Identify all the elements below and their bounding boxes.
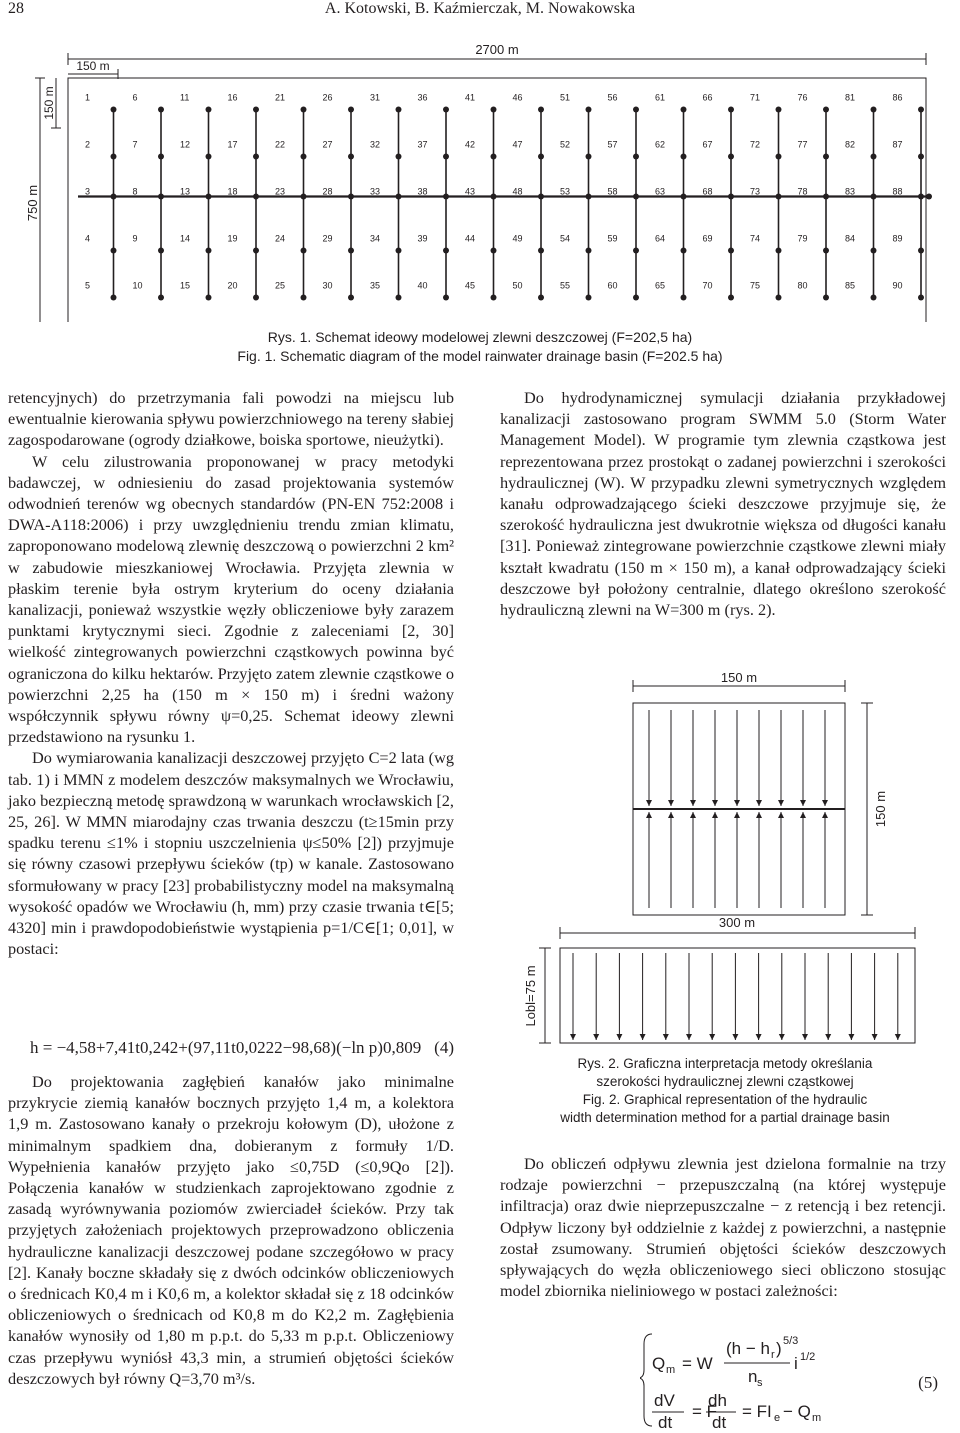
sewer-node <box>396 107 402 113</box>
subcatchment-label: 75 <box>750 280 761 291</box>
subcatchment-label: 61 <box>655 92 666 103</box>
equation-4 <box>30 1038 454 1058</box>
sewer-node <box>776 295 782 301</box>
svg-text:dt: dt <box>658 1413 673 1430</box>
subcatchment-label: 49 <box>512 233 523 244</box>
subcatchment-label: 65 <box>655 280 666 291</box>
sewer-node <box>396 248 402 254</box>
svg-text:dV: dV <box>654 1391 675 1410</box>
svg-text:Q: Q <box>652 1354 666 1373</box>
svg-text:5/3: 5/3 <box>783 1335 799 1347</box>
sewer-node <box>538 107 544 113</box>
sewer-node <box>158 248 164 254</box>
subcatchment-label: 71 <box>750 92 761 103</box>
sewer-node <box>253 194 259 200</box>
sewer-node <box>776 154 782 160</box>
sewer-node <box>728 295 734 301</box>
subcatchment-label: 56 <box>607 92 618 103</box>
sewer-node <box>301 194 307 200</box>
svg-text:e: e <box>774 1412 781 1424</box>
subcatchment-label: 51 <box>560 92 571 103</box>
outlet-node <box>926 194 932 200</box>
subcatchment-label: 81 <box>845 92 856 103</box>
flow-arrow-head <box>593 1034 599 1040</box>
sewer-node <box>111 194 117 200</box>
sewer-node <box>728 194 734 200</box>
flow-arrow-head <box>872 1034 878 1040</box>
flow-arrow-head <box>822 812 828 818</box>
flow-arrow-head <box>848 1034 854 1040</box>
sewer-node <box>681 248 687 254</box>
flow-arrow-head <box>734 800 740 806</box>
subcatchment-label: 38 <box>417 186 428 197</box>
sewer-node <box>396 154 402 160</box>
subcatchment-label: 4 <box>85 233 91 244</box>
subcatchment-label: 27 <box>322 139 333 150</box>
subcatchment-label: 2 <box>85 139 91 150</box>
sewer-node <box>633 295 639 301</box>
sewer-node <box>918 248 924 254</box>
page-number: 28 <box>8 0 24 17</box>
sewer-node <box>633 107 639 113</box>
sewer-node <box>301 154 307 160</box>
svg-text:i: i <box>794 1354 798 1373</box>
sewer-node <box>396 295 402 301</box>
fig1-total-width: 2700 m <box>475 42 519 57</box>
right-paragraph-2: Do obliczeń odpływu zlewnia jest dzielona formalnie na trzy rodzaje powierzchni − przepuszczalną (na której występuje infiltracja) oraz dwie nieprzepuszczalne − z retencją i bez retencji. Odpływ liczony był oddzielnie z każdej z powierzchni, a następnie został zsumowany. Strumień objętości ścieków deszczowych spływających do węzła obliczeniowego sieci obliczono stosując model zbiornika nieliniowego w postaci zależności: <box>500 1154 946 1301</box>
subcatchment-label: 10 <box>132 280 143 291</box>
fig2-top-dim: 150 m <box>720 670 758 685</box>
flow-arrow-head <box>686 1034 692 1040</box>
subcatchment-label: 52 <box>560 139 571 150</box>
subcatchment-label: 80 <box>797 280 808 291</box>
sewer-node <box>348 154 354 160</box>
sewer-node <box>111 295 117 301</box>
subcatchment-label: 57 <box>607 139 618 150</box>
subcatchment-label: 48 <box>512 186 523 197</box>
subcatchment-label: 16 <box>227 92 238 103</box>
subcatchment-label: 15 <box>180 280 191 291</box>
svg-text:s: s <box>757 1377 763 1389</box>
subcatchment-label: 11 <box>180 92 190 103</box>
subcatchment-label: 9 <box>132 233 138 244</box>
subcatchment-label: 14 <box>180 233 191 244</box>
left-paragraph-1: retencyjnych) do przetrzymania fali powodzi na miejscu lub ewentualnie kierowania spływu powierzchniowego na tereny słabiej zagospodarowane (ogrody działkowe, boiska sportowe, nieużytki). <box>8 388 454 450</box>
sewer-node <box>918 295 924 301</box>
subcatchment-label: 82 <box>845 139 856 150</box>
subcatchment-label: 69 <box>702 233 713 244</box>
subcatchment-label: 50 <box>512 280 523 291</box>
sewer-node <box>443 154 449 160</box>
subcatchment-label: 23 <box>275 186 286 197</box>
sewer-node <box>918 107 924 113</box>
subcatchment-label: 63 <box>655 186 666 197</box>
flow-arrow-head <box>778 812 784 818</box>
sewer-node <box>491 154 497 160</box>
fig2-lobl-dim: Lobl=75 m <box>523 965 538 1027</box>
sewer-node <box>823 248 829 254</box>
sewer-node <box>586 248 592 254</box>
sewer-node <box>491 194 497 200</box>
subcatchment-label: 70 <box>702 280 713 291</box>
sewer-node <box>871 154 877 160</box>
flow-arrow-head <box>800 812 806 818</box>
svg-text:1/2: 1/2 <box>800 1351 816 1363</box>
subcatchment-label: 34 <box>370 233 381 244</box>
subcatchment-label: 17 <box>227 139 238 150</box>
svg-text:r: r <box>771 1349 775 1361</box>
flow-arrow-head <box>646 812 652 818</box>
subcatchment-label: 55 <box>560 280 571 291</box>
sewer-node <box>633 248 639 254</box>
subcatchment-label: 6 <box>132 92 138 103</box>
subcatchment-label: 19 <box>227 233 238 244</box>
subcatchment-label: 28 <box>322 186 333 197</box>
sewer-node <box>871 194 877 200</box>
subcatchment-label: 44 <box>465 233 476 244</box>
subcatchment-label: 60 <box>607 280 618 291</box>
sewer-node <box>823 295 829 301</box>
sewer-node <box>823 154 829 160</box>
sewer-node <box>206 107 212 113</box>
equation-4-body: h = −4,58+7,41t0,242+(97,11t0,0222−98,68)(−ln p)0,809 <box>30 1038 422 1057</box>
sewer-node <box>253 107 259 113</box>
svg-text:− Q: − Q <box>783 1402 811 1421</box>
running-header <box>8 0 952 22</box>
sewer-node <box>301 248 307 254</box>
svg-text:dt: dt <box>712 1413 727 1430</box>
subcatchment-label: 67 <box>702 139 713 150</box>
svg-text:= W: = W <box>682 1354 713 1373</box>
subcatchment-label: 5 <box>85 280 91 291</box>
subcatchment-label: 37 <box>417 139 428 150</box>
subcatchment-label: 33 <box>370 186 381 197</box>
sewer-node <box>538 295 544 301</box>
sewer-node <box>206 154 212 160</box>
left-paragraph-3: Do wymiarowania kanalizacji deszczowej przyjęto C=2 lata (wg tab. 1) i MMN z modelem deszczów maksymalnych we Wrocławiu, jako bezpieczną metodę sprawdzoną w warunkach wrocławskich [2, 25, 26]. W MMN miarodajny czas trwania deszczu (t≥15min przy spadku terenu ≤1% i stopniu uszczelnienia ψ≤50% [2]) przyjmuje się równy czasowi przepływu ścieków (tp) w kanale. Zastosowano sformułowany w pracy [23] probabilistyczny model na maksymalną wysokość opadów we Wrocławiu (h, mm) przy czasie trwania t∈[5; 4320] min i prawdopodobieństwie wystąpienia p=1/C∈[1; 0,01], w postaci: <box>8 748 454 959</box>
sewer-node <box>871 248 877 254</box>
subcatchment-label: 40 <box>417 280 428 291</box>
figure-2-hydraulic-width <box>515 668 925 1053</box>
subcatchment-label: 77 <box>797 139 808 150</box>
subcatchment-label: 20 <box>227 280 238 291</box>
figure-2-caption <box>500 1055 950 1127</box>
fig1-total-height: 750 m <box>25 184 40 222</box>
subcatchment-label: 64 <box>655 233 666 244</box>
left-column <box>8 387 454 959</box>
sewer-node <box>633 194 639 200</box>
sewer-node <box>728 154 734 160</box>
subcatchment-label: 18 <box>227 186 238 197</box>
sewer-node <box>158 295 164 301</box>
subcatchment-label: 25 <box>275 280 286 291</box>
sewer-node <box>348 295 354 301</box>
sewer-node <box>206 194 212 200</box>
subcatchment-label: 36 <box>417 92 428 103</box>
sewer-node <box>586 154 592 160</box>
equation-5-number: (5) <box>918 1373 938 1392</box>
svg-text:= FI: = FI <box>742 1402 772 1421</box>
fig1-cell-height: 150 m <box>42 86 56 120</box>
sewer-node <box>871 107 877 113</box>
subcatchment-label: 39 <box>417 233 428 244</box>
flow-arrow-head <box>732 1034 738 1040</box>
sewer-node <box>586 295 592 301</box>
subcatchment-label: 30 <box>322 280 333 291</box>
sewer-node <box>681 107 687 113</box>
sewer-node <box>158 154 164 160</box>
svg-text:dh: dh <box>708 1391 727 1410</box>
sewer-node <box>206 248 212 254</box>
subcatchment-label: 54 <box>560 233 571 244</box>
left-paragraph-4: Do projektowania zagłębień kanałów jako minimalne przykrycie ziemią kanałów bocznych przyjęto 1,4 m, a kolektora 1,9 m. Zastosowano kanały o przekroju kołowym (D), ułożone z minimalnym spadkiem dna, dobieranym z formuły 1/D. Wypełnienia kanałów przyjęto jako ≤0,75D (≤0,9Qo [2]). Połączenia kanałów w studzienkach zaprojektowano zgodnie z zasadą wyrównywania poziomów zwierciadeł ścieków. Przy tak przyjętych założeniach projektowych przeprowadzono obliczenia hydrauliczne kanalizacji deszczowej podane szczegółowo w pracy [2]. Kanały boczne składały się z dwóch odcinków obliczeniowych o średnicach K0,4 m i K0,6 m, a kolektor składał się z 18 odcinków obliczeniowych o średnicach od K0,8 m do K2,2 m. Zagłębienia kanałów wynosiły od 1,80 m p.p.t. do 5,33 m p.p.t. Obliczeniowy czas przepływu wyniósł 43,3 min, a strumień objętości ścieków deszczowych był równy Q=3,70 m³/s. <box>8 1072 454 1388</box>
flow-arrow-head <box>712 800 718 806</box>
flow-arrow-head <box>709 1034 715 1040</box>
right-paragraph-1: Do hydrodynamicznej symulacji działania przykładowej kanalizacji zastosowano program SWMM 5.0 (Storm Water Management Model). W programie tym zlewnia cząstkowa jest reprezentowana przez prostokąt o zadanej powierzchni i szerokości hydraulicznej (W). W przypadku zlewni symetrycznych względem kanału odprowadzającego ścieki deszczowe przyjmuje się, że szerokość hydrauliczna jest dwukrotnie większa od długości kanału [31]. Ponieważ zintegrowane powierzchnie cząstkowe zlewni miały kształt kwadratu (150 m × 150 m), a kanał odprowadzający ścieki deszczowe był położony centralnie, dlatego określono szerokość hydrauliczną zlewni na W=300 m (rys. 2). <box>500 388 946 620</box>
sewer-node <box>348 248 354 254</box>
sewer-node <box>301 295 307 301</box>
figure-2-caption-en-1: Fig. 2. Graphical representation of the hydraulic <box>582 1092 868 1107</box>
sewer-node <box>158 194 164 200</box>
sewer-node <box>776 107 782 113</box>
subcatchment-label: 12 <box>180 139 191 150</box>
sewer-node <box>776 194 782 200</box>
subcatchment-label: 8 <box>132 186 138 197</box>
sewer-node <box>586 194 592 200</box>
flow-arrows <box>570 710 901 1040</box>
sewer-node <box>728 107 734 113</box>
equivalent-rectangle <box>560 948 915 1043</box>
sewer-node <box>538 248 544 254</box>
sewer-node <box>348 194 354 200</box>
sewer-node <box>681 295 687 301</box>
left-paragraph-2: W celu zilustrowania proponowanej w pracy metodyki badawczej, w odniesieniu do zasad projektowania systemów odwodnień terenów wg obecnych standardów (PN-EN 752:2008 i DWA-A118:2006) i przy uwzględnieniu trendu zmian klimatu, zaproponowano modelową zlewnię deszczową o powierzchni 2 km² w zabudowie mieszkaniowej Wrocławia. Przyjęta zlewnia w płaskim terenie była ostrym kryterium do oceny działania kanalizacji, ponieważ wszystkie węzły obliczeniowe były zarazem punktami krytycznymi sieci. Zgodnie z zaleceniami [2, 30] wielkość zintegrowanych powierzchni cząstkowych powinna być ograniczona do kilku hektarów. Przyjęto zatem zlewnie cząstkowe o powierzchni 2,25 ha (150 m × 150 m) i średni ważony współczynnik spływu równy ψ=0,25. Schemat ideowy zlewni przedstawiono na rysunku 1. <box>8 451 454 747</box>
fig2-mid-dim: 300 m <box>718 915 756 930</box>
sewer-node <box>538 194 544 200</box>
sewer-node <box>871 295 877 301</box>
svg-text:): ) <box>776 1339 782 1358</box>
subcatchment-label: 68 <box>702 186 713 197</box>
figure-1-caption-pl: Rys. 1. Schemat ideowy modelowej zlewni deszczowej (F=202,5 ha) <box>267 329 693 345</box>
left-column-cont <box>8 1071 454 1389</box>
subcatchment-label: 47 <box>512 139 523 150</box>
sewer-node <box>633 154 639 160</box>
subcatchment-label: 53 <box>560 186 571 197</box>
sewer-node <box>918 194 924 200</box>
sewer-node <box>443 107 449 113</box>
subcatchment-label: 58 <box>607 186 618 197</box>
right-column <box>500 387 946 620</box>
flow-arrow-head <box>779 1034 785 1040</box>
sewer-node <box>158 107 164 113</box>
sewer-node <box>823 107 829 113</box>
sewer-node <box>681 154 687 160</box>
sewer-node <box>823 194 829 200</box>
sewer-node <box>206 295 212 301</box>
flow-arrow-head <box>668 812 674 818</box>
subcatchment-label: 42 <box>465 139 476 150</box>
subcatchment-label: 31 <box>370 92 381 103</box>
sewer-node <box>586 107 592 113</box>
subcatchment-label: 89 <box>892 233 903 244</box>
sewer-node <box>443 248 449 254</box>
subcatchment-label: 76 <box>797 92 808 103</box>
sewer-node <box>396 194 402 200</box>
subcatchment-label: 72 <box>750 139 761 150</box>
sewer-node <box>253 154 259 160</box>
sewer-node <box>491 295 497 301</box>
svg-text:(h − h: (h − h <box>726 1339 770 1358</box>
subcatchment-label: 84 <box>845 233 856 244</box>
flow-arrow-head <box>895 1034 901 1040</box>
sewer-node <box>681 194 687 200</box>
figure-2-caption-pl-1: Rys. 2. Graficzna interpretacja metody określania <box>577 1056 873 1071</box>
figure-1-caption-en: Fig. 1. Schematic diagram of the model rainwater drainage basin (F=202.5 ha) <box>237 348 723 364</box>
sewer-network <box>78 93 932 301</box>
subcatchment-label: 29 <box>322 233 333 244</box>
svg-text:= F: = F <box>692 1402 718 1421</box>
subcatchment-label: 74 <box>750 233 761 244</box>
flow-arrow-head <box>640 1034 646 1040</box>
subcatchment-label: 45 <box>465 280 476 291</box>
subcatchment-label: 62 <box>655 139 666 150</box>
svg-text:m: m <box>666 1364 676 1376</box>
fig1-cell-width: 150 m <box>76 59 110 73</box>
subcatchment-label: 41 <box>465 92 476 103</box>
flow-arrow-head <box>570 1034 576 1040</box>
subcatchment-label: 87 <box>892 139 903 150</box>
flow-arrow-head <box>646 800 652 806</box>
flow-arrow-head <box>756 800 762 806</box>
subcatchment-label: 21 <box>275 92 286 103</box>
fig2-side-dim: 150 m <box>873 790 888 828</box>
subcatchment-label: 90 <box>892 280 903 291</box>
svg-text:n: n <box>748 1367 758 1386</box>
subcatchment-label: 66 <box>702 92 713 103</box>
subcatchment-label: 35 <box>370 280 381 291</box>
flow-arrow-head <box>825 1034 831 1040</box>
sewer-node <box>301 107 307 113</box>
subcatchment-label: 3 <box>85 186 91 197</box>
sewer-node <box>918 154 924 160</box>
sewer-node <box>111 248 117 254</box>
flow-arrow-head <box>778 800 784 806</box>
subcatchment-label: 73 <box>750 186 761 197</box>
flow-arrow-head <box>668 800 674 806</box>
subcatchment-label: 43 <box>465 186 476 197</box>
sewer-node <box>111 107 117 113</box>
flow-arrow-head <box>756 812 762 818</box>
sewer-node <box>491 107 497 113</box>
flow-arrow-head <box>822 800 828 806</box>
subcatchment-label: 59 <box>607 233 618 244</box>
subcatchment-label: 88 <box>892 186 903 197</box>
subcatchment-label: 85 <box>845 280 856 291</box>
flow-arrow-head <box>800 800 806 806</box>
subcatchment-label: 7 <box>132 139 138 150</box>
flow-arrow-head <box>690 800 696 806</box>
right-column-cont <box>500 1153 946 1301</box>
sewer-node <box>491 248 497 254</box>
subcatchment-label: 22 <box>275 139 286 150</box>
subcatchment-label: 24 <box>275 233 286 244</box>
subcatchment-label: 83 <box>845 186 856 197</box>
subcatchment-label: 13 <box>180 186 191 197</box>
sewer-node <box>728 248 734 254</box>
flow-arrow-head <box>756 1034 762 1040</box>
subcatchment-label: 79 <box>797 233 808 244</box>
subcatchment-label: 26 <box>322 92 333 103</box>
sewer-node <box>443 194 449 200</box>
sewer-node <box>253 295 259 301</box>
equation-5 <box>640 1330 955 1430</box>
sewer-node <box>253 248 259 254</box>
equation-4-number: (4) <box>434 1038 454 1057</box>
sewer-node <box>443 295 449 301</box>
flow-arrow-head <box>734 812 740 818</box>
sewer-node <box>348 107 354 113</box>
subcatchment-label: 46 <box>512 92 523 103</box>
subcatchment-label: 86 <box>892 92 903 103</box>
subcatchment-label: 32 <box>370 139 381 150</box>
figure-1-basin-schematic <box>20 32 940 322</box>
subcatchment-label: 1 <box>85 92 91 103</box>
flow-arrow-head <box>663 1034 669 1040</box>
flow-arrow-head <box>802 1034 808 1040</box>
flow-arrow-head <box>690 812 696 818</box>
svg-text:m: m <box>812 1412 822 1424</box>
sewer-node <box>538 154 544 160</box>
flow-arrow-head <box>712 812 718 818</box>
figure-2-caption-en-2: width determination method for a partial drainage basin <box>560 1110 890 1125</box>
sewer-node <box>776 248 782 254</box>
flow-arrow-head <box>616 1034 622 1040</box>
figure-1-caption <box>0 328 960 366</box>
running-authors: A. Kotowski, B. Kaźmierczak, M. Nowakowska <box>324 0 636 17</box>
figure-2-caption-pl-2: szerokości hydraulicznej zlewni cząstkowej <box>596 1074 854 1089</box>
subcatchment-label: 78 <box>797 186 808 197</box>
sewer-node <box>111 154 117 160</box>
